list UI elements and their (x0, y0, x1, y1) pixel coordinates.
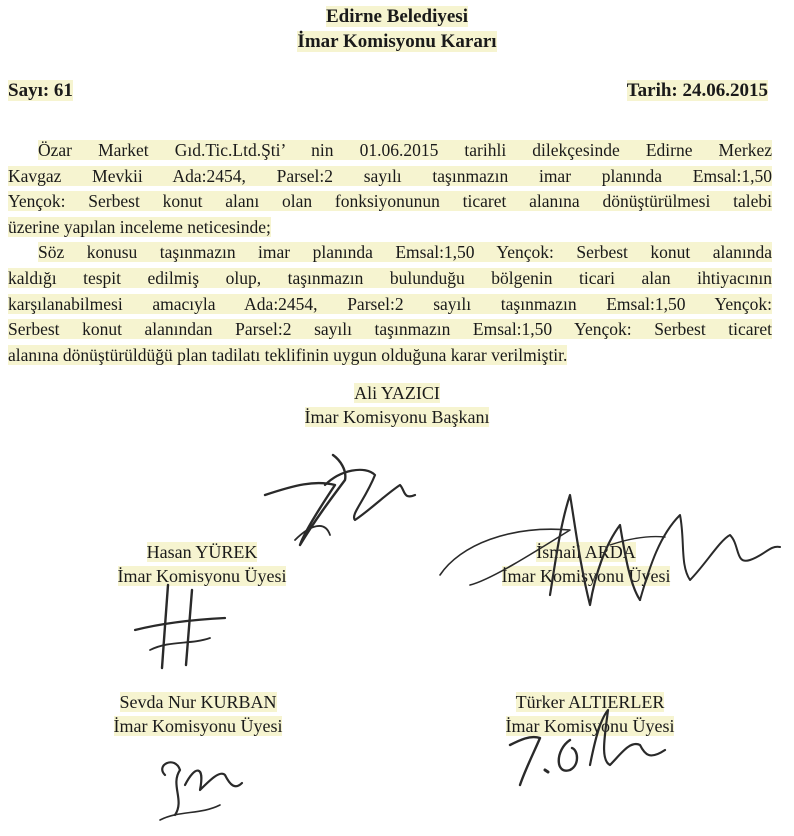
document-title: İmar Komisyonu Kararı (297, 31, 497, 52)
organization-name: Edirne Belediyesi (326, 6, 468, 27)
decision-number-text: Sayı: 61 (8, 80, 73, 101)
member-1-name: Hasan YÜREK (146, 542, 258, 562)
member-4-name: Türker ALTIERLER (515, 692, 665, 712)
member-4-title: İmar Komisyonu Üyesi (505, 716, 675, 736)
chair-signature-icon (255, 440, 425, 550)
decision-date-text: Tarih: 24.06.2015 (626, 80, 768, 101)
member-3-signature-icon (150, 745, 250, 825)
body-line: alanına dönüştürüldüğü plan tadilatı teklifinin uygun olduğuna karar verilmiştir. (8, 344, 568, 365)
member-1-title: İmar Komisyonu Üyesi (117, 566, 287, 586)
body-line: Yençok: Serbest konut alanı olan fonksiyonunun ticaret alanına dönüştürülmesi talebi (8, 191, 772, 212)
member-3-name: Sevda Nur KURBAN (119, 692, 277, 712)
header-organization (0, 6, 794, 28)
decision-date (627, 80, 768, 102)
signatory-chair (257, 381, 537, 429)
signatory-member-4 (450, 690, 730, 738)
body-line: üzerine yapılan inceleme neticesinde; (8, 216, 271, 237)
body-line: Serbest konut alanından Parsel:2 sayılı taşınmazın Emsal:1,50 Yençok: Serbest ticaret (8, 319, 772, 340)
body-line: Kavgaz Mevkii Ada:2454, Parsel:2 sayılı taşınmazın imar planında Emsal:1,50 (8, 165, 772, 186)
decision-body (8, 138, 772, 368)
member-1-signature-icon (130, 580, 230, 670)
header-title (0, 31, 794, 53)
body-line: Söz konusu taşınmazın imar planında Emsal:1,50 Yençok: Serbest konut alanında (38, 242, 772, 263)
body-line: kaldığı tespit edilmiş olup, taşınmazın bulunduğu bölgenin ticari alan ihtiyacının (8, 267, 772, 288)
body-line: Özar Market Gıd.Tic.Ltd.Şti’ nin 01.06.2015 tarihli dilekçesinde Edirne Merkez (38, 140, 772, 160)
member-3-title: İmar Komisyonu Üyesi (113, 716, 283, 736)
member-2-name: İsmail ARDA (536, 542, 636, 562)
decision-number (8, 80, 73, 102)
chair-name: Ali YAZICI (354, 383, 440, 403)
signatory-member-1 (62, 540, 342, 588)
member-2-title: İmar Komisyonu Üyesi (501, 566, 671, 586)
chair-title: İmar Komisyonu Başkanı (304, 407, 490, 427)
signatory-member-3 (58, 690, 338, 738)
body-line: karşılanabilmesi amacıyla Ada:2454, Parsel:2 sayılı taşınmazın Emsal:1,50 Yençok: (8, 293, 772, 314)
signatory-member-2 (446, 540, 726, 588)
